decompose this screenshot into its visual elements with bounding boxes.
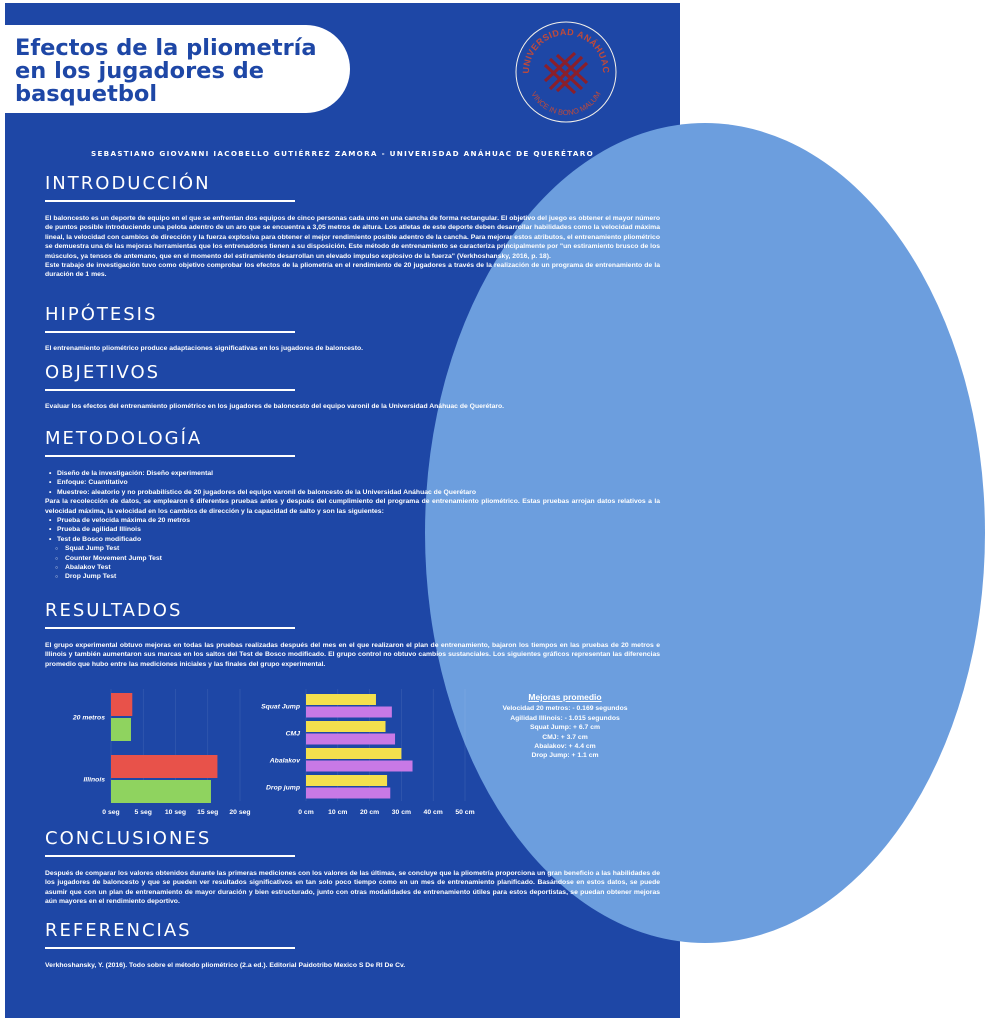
list-item: • Prueba de agilidad Illinois bbox=[45, 525, 660, 534]
heading-rule bbox=[45, 331, 295, 333]
x-tick-label: 0 seg bbox=[102, 809, 120, 816]
chart-time-tests bbox=[45, 683, 260, 818]
heading-rule bbox=[45, 947, 295, 949]
metodologia-list bbox=[45, 469, 660, 497]
conclusiones-paragraph: Después de comparar los valores obtenidos durante las primeras mediciones con los valores de las últimas, se concluye que la pliometría proporciona un gran beneficio a las habilidades de los jugadores de baloncesto y que se pueden ver resultados significativos en tan solo poco tiempo como en un mes de entrenamiento planificado. Basándose en estos datos, se puede asumir que con un plan de entrenamiento de mayor duración y bien estructurado, junto con otras modalidades de entrenamiento útiles para estos deportistas, se puedan obtener mejoras aún mayores en el rendimiento deportivo. bbox=[45, 870, 660, 906]
chart-jump-tests bbox=[240, 683, 475, 818]
bar bbox=[306, 775, 387, 786]
heading-hipotesis: HIPÓTESIS bbox=[45, 304, 158, 325]
list-item: • Test de Bosco modificado bbox=[45, 535, 660, 544]
summary-item: Agilidad Illinois: - 1.015 segundos bbox=[510, 714, 620, 722]
bar bbox=[111, 718, 131, 741]
logo-top-text: UNIVERSIDAD ANÁHUAC bbox=[520, 26, 612, 74]
heading-conclusiones: CONCLUSIONES bbox=[45, 828, 212, 849]
category-label: 20 metros bbox=[72, 714, 105, 722]
x-tick-label: 10 cm bbox=[328, 809, 348, 816]
x-tick-label: 20 seg bbox=[229, 809, 251, 816]
x-tick-label: 5 seg bbox=[134, 809, 152, 816]
bar bbox=[111, 693, 132, 716]
x-tick-label: 10 seg bbox=[164, 809, 187, 816]
section-hipotesis bbox=[45, 305, 660, 353]
bar bbox=[306, 788, 390, 799]
bar bbox=[306, 694, 376, 705]
authors-line: SEBASTIANO GIOVANNI IACOBELLO GUTIÉRREZ ZAMORA - UNIVERISDAD ANÁHUAC DE QUERÉTARO bbox=[91, 149, 594, 158]
logo-bottom-text: VINCE IN BONO MALUM bbox=[529, 89, 603, 118]
category-label: CMJ bbox=[285, 730, 300, 738]
heading-introduccion: INTRODUCCIÓN bbox=[45, 173, 211, 194]
summary-item: Drop Jump: + 1.1 cm bbox=[531, 752, 599, 760]
intro-paragraph-1: El baloncesto es un deporte de equipo en el que se enfrentan dos equipos de cinco personas cada uno en una cancha de forma rectangular. El objetivo del juego es obtener el mayor número de puntos posible introduciendo una pelota adentro de un aro que se encuentra a 3,05 metros de altura. Los atletas de este deporte deben desarrollar habilidades como la velocidad máxima lineal, la velocidad con cambios de dirección y la fuerza explosiva para obtener el mejor rendimiento posible adentro de la cancha. Para mejorar estos atributos, el entrenamiento pliométrico se demuestra una de las mejoras herramientas que los entrenadores tienen a su disposición. Este método de entrenamiento se caracteriza principalmente por "un estiramiento brusco de los músculos, ya tensos de antemano, que en el momento del estiramiento desarrollan un elevado impulso explosivo de la fuerza" (Verkhoshansky, 2016, p. 18). bbox=[45, 215, 660, 260]
x-tick-label: 30 cm bbox=[391, 809, 412, 816]
intro-paragraph-2: Este trabajo de investigación tuvo como objetivo comprobar los efectos de la pliometría en el rendimiento de 20 jugadores a través de la realización de un programa de entrenamiento de la duración de 1 mes. bbox=[45, 262, 660, 279]
bar bbox=[111, 780, 211, 803]
section-resultados bbox=[45, 601, 660, 669]
bar bbox=[306, 721, 386, 732]
list-item: ○ Drop Jump Test bbox=[45, 572, 660, 581]
heading-rule bbox=[45, 855, 295, 857]
university-logo bbox=[515, 21, 617, 123]
poster-title: Efectos de la pliometría en los jugadores de basquetbol bbox=[15, 35, 317, 107]
summary-item: Abalakov: + 4.4 cm bbox=[534, 743, 596, 751]
heading-metodologia: METODOLOGÍA bbox=[45, 428, 203, 449]
heading-resultados: RESULTADOS bbox=[45, 600, 183, 621]
heading-objetivos: OBJETIVOS bbox=[45, 362, 161, 383]
bar bbox=[306, 748, 401, 759]
summary-item: Velocidad 20 metros: - 0.169 segundos bbox=[502, 705, 628, 713]
hipotesis-paragraph: El entrenamiento pliométrico produce adaptaciones significativas en los jugadores de baloncesto. bbox=[45, 345, 364, 352]
referencia-item: Verkhoshansky, Y. (2016). Todo sobre el método pliométrico (2.a ed.). Editorial Paidotribo Mexico S De Rl De Cv. bbox=[45, 962, 406, 969]
list-item: • Diseño de la investigación: Diseño experimental bbox=[45, 469, 660, 478]
list-item: • Muestreo: aleatorio y no probabilístico de 20 jugadores del equipo varonil de baloncesto de la Universidad Anáhuac de Querétaro bbox=[45, 488, 660, 497]
category-label: Abalakov bbox=[269, 757, 300, 765]
bar bbox=[306, 707, 392, 718]
poster bbox=[5, 3, 680, 1018]
logo-emblem bbox=[545, 53, 587, 93]
summary-item: Squat Jump: + 6.7 cm bbox=[529, 724, 601, 732]
summary-item: CMJ: + 3.7 cm bbox=[542, 733, 588, 741]
heading-rule bbox=[45, 627, 295, 629]
metodologia-paragraph: Para la recolección de datos, se emplearon 6 diferentes pruebas antes y después del cumplimiento del programa de entrenamiento pliométrico. Estas pruebas arrojan datos relativos a la velocidad máxima, la velocidad en los cambios de dirección y la capacidad de salto y son las siguientes: bbox=[45, 498, 660, 515]
category-label: Illinois bbox=[83, 776, 105, 784]
objetivos-paragraph: Evaluar los efectos del entrenamiento pliométrico en los jugadores de baloncesto del equipo varonil de la Universidad Anáhuac de Querétaro. bbox=[45, 403, 505, 410]
category-label: Squat Jump bbox=[261, 703, 300, 711]
resultados-paragraph: El grupo experimental obtuvo mejoras en todas las pruebas realizadas después del mes en el que realizaron el plan de entrenamiento, bajaron los tiempos en las pruebas de 20 metros e Illinois y también aumentaron sus marcas en los saltos del Test de Bosco modificado. El grupo control no obtuvo cambios sustanciales. Los siguientes gráficos representan las diferencias promedio que hubo entre las mediciones iniciales y las finales del grupo experimental. bbox=[45, 642, 660, 668]
x-tick-label: 50 cm bbox=[455, 809, 475, 816]
heading-rule bbox=[45, 455, 295, 457]
section-objetivos bbox=[45, 363, 660, 411]
list-item: ○ Abalakov Test bbox=[45, 563, 660, 572]
x-tick-label: 20 cm bbox=[359, 809, 380, 816]
bar bbox=[111, 755, 217, 778]
category-label: Drop jump bbox=[266, 784, 300, 792]
tests-list bbox=[45, 516, 660, 544]
list-item: • Prueba de velocida máxima de 20 metros bbox=[45, 516, 660, 525]
section-referencias bbox=[45, 921, 660, 970]
section-introduccion bbox=[45, 174, 660, 280]
summary-box bbox=[485, 693, 645, 761]
summary-title: Mejoras promedio bbox=[528, 692, 602, 702]
heading-rule bbox=[45, 200, 295, 202]
x-tick-label: 0 cm bbox=[298, 809, 314, 816]
section-metodologia bbox=[45, 429, 660, 582]
x-tick-label: 15 seg bbox=[197, 809, 219, 816]
heading-rule bbox=[45, 389, 295, 391]
bar bbox=[306, 734, 395, 745]
heading-referencias: REFERENCIAS bbox=[45, 920, 192, 941]
x-tick-label: 40 cm bbox=[423, 809, 443, 816]
list-item: ○ Squat Jump Test bbox=[45, 544, 660, 553]
list-item: • Enfoque: Cuantitativo bbox=[45, 478, 660, 487]
list-item: ○ Counter Movement Jump Test bbox=[45, 554, 660, 563]
bar bbox=[306, 761, 413, 772]
section-conclusiones bbox=[45, 829, 660, 907]
bosco-list bbox=[45, 544, 660, 582]
